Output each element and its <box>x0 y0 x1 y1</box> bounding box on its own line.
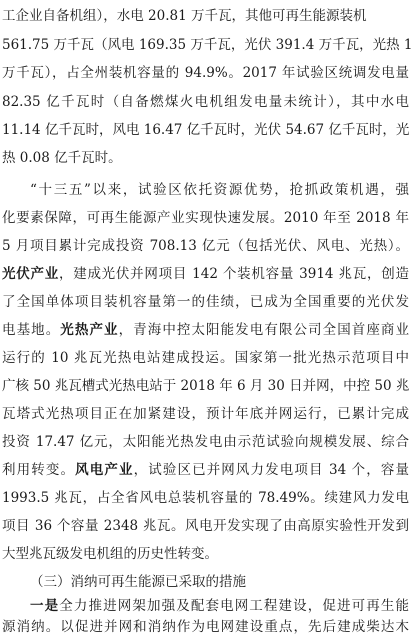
line-text: 电基地。 <box>2 322 61 338</box>
text-line: 了全国单体项目装机容量第一的佳绩，已成为全国重要的光伏发 <box>2 294 409 310</box>
text-line: 82.35 亿千瓦时（自备燃煤火电机组发电量未统计），其中水电 <box>2 94 409 110</box>
line-text: 全力推进网架加强及配套电网工程建设，促进可再生能 <box>59 598 410 614</box>
text-line: 热 0.08 亿千瓦时。 <box>2 150 122 166</box>
line-text: ，建成光伏并网项目 142 个装机容量 3914 兆瓦，创造 <box>58 266 410 282</box>
section-lead: 光伏产业 <box>2 266 59 282</box>
text-line <box>0 596 415 616</box>
text-line: 瓦塔式光热项目正在加紧建设，预计年底并网运行，已累计完成 <box>2 406 409 422</box>
text-line: 万千瓦），占全州装机容量的 94.9%。2017 年试验区统调发电量 <box>2 65 409 81</box>
line-text: 利用转变。 <box>2 462 76 478</box>
line-text: ，青海中控太阳能发电有限公司全国首座商业 <box>118 322 410 338</box>
text-line: “十三五”以来，试验区依托资源优势，抢抓政策机遇，强 <box>30 182 409 198</box>
section-lead: 光热产业 <box>60 322 119 338</box>
text-line: 大型兆瓦级发电机组的历史性转变。 <box>2 546 218 562</box>
text-line: 5 月项目累计完成投资 708.13 亿元（包括光伏、风电、光热）。 <box>2 238 409 254</box>
text-line <box>0 264 415 284</box>
text-line: 运行的 10 兆瓦光热电站建成投运。国家第一批光热示范项目中 <box>2 350 409 366</box>
text-line: 工企业自备机组），水电 20.81 万千瓦，其他可再生能源装机 <box>2 8 367 24</box>
text-line: 1993.5 兆瓦，占全省风电总装机容量的 78.49%。续建风力发电 <box>2 490 409 506</box>
text-line: 化要素保障，可再生能源产业实现快速发展。2010 年至 2018 年 <box>2 210 409 226</box>
section-lead: 风电产业 <box>75 462 134 478</box>
text-line: 项目 36 个容量 2348 兆瓦。风电开发实现了由高原实验性开发到 <box>2 518 409 534</box>
text-line <box>0 320 415 340</box>
text-line: 561.75 万千瓦（风电 169.35 万千瓦，光伏 391.4 万千瓦，光热 1 <box>2 37 413 53</box>
text-line: 源消纳。以促进并网和消纳作为电网建设重点，先后建成柴达木 <box>2 619 409 635</box>
section-heading: （三）消纳可再生能源已采取的措施 <box>30 574 246 590</box>
text-line <box>0 460 415 480</box>
line-text: ，试验区已并网风力发电项目 34 个，容量 <box>133 462 410 478</box>
section-lead: 一是 <box>30 598 60 614</box>
text-line: 广核 50 兆瓦槽式光热电站于 2018 年 6 月 30 日并网，中控 50 兆 <box>2 378 410 394</box>
text-line: 投资 17.47 亿元，太阳能光热发电由示范试验向规模发展、综合 <box>2 434 409 450</box>
text-line: 11.14 亿千瓦时，风电 16.47 亿千瓦时，光伏 54.67 亿千瓦时，光 <box>2 122 410 138</box>
